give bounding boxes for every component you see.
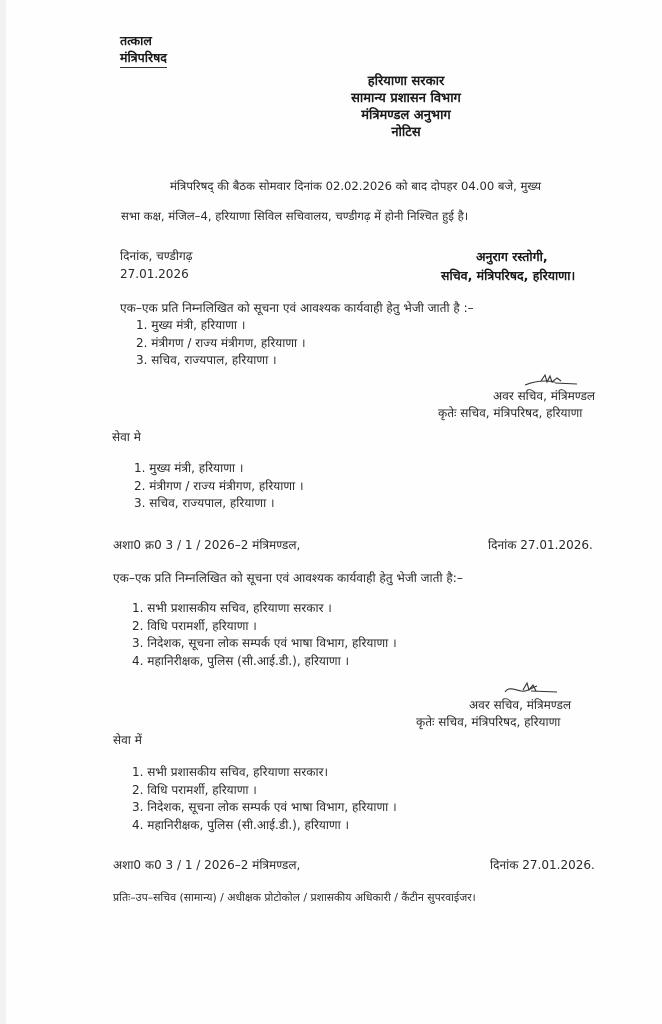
copy1-list: [136, 317, 306, 370]
seva1-list: [134, 460, 304, 513]
title-section: मंत्रिमण्डल अनुभाग: [361, 108, 451, 123]
list-item: 4. महानिरीक्षक, पुलिस (सी.आई.डी.), हरियाणा ।: [132, 653, 350, 668]
dept-short-label: मंत्रिपरिषद: [120, 49, 167, 68]
list-item: 3. निदेशक, सूचना लोक सम्पर्क एवं भाषा विभाग, हरियाणा ।: [132, 636, 397, 650]
signatory-designation: सचिव, मंत्रिपरिषद, हरियाणा।: [441, 268, 576, 283]
seva2-label: सेवा में: [113, 733, 142, 747]
list-item: 3. सचिव, राज्यपाल, हरियाणा ।: [136, 353, 277, 367]
seva2-list: [132, 764, 397, 834]
list-item: 2. मंत्रीगण / राज्य मंत्रीगण, हरियाणा ।: [136, 335, 306, 350]
copy1-sign-line1: अवर सचिव, मंत्रिमण्डल: [493, 389, 596, 403]
seva1-label: सेवा मे: [112, 430, 141, 444]
list-item: 3. सचिव, राज्यपाल, हरियाणा ।: [134, 496, 275, 510]
copy2-intro: एक–एक प्रति निम्नलिखित को सूचना एवं आवश्यक कार्यवाही हेतु भेजी जाती है:–: [113, 571, 463, 585]
list-item: 1. सभी प्रशासकीय सचिव, हरियाणा सरकार ।: [132, 601, 332, 615]
list-item: 2. मंत्रीगण / राज्य मंत्रीगण, हरियाणा ।: [134, 478, 304, 493]
title-block: [306, 73, 506, 141]
title-department: सामान्य प्रशासन विभाग: [351, 91, 461, 106]
list-item: 1. मुख्य मंत्री, हरियाणा ।: [134, 461, 244, 475]
place-label: दिनांक, चण्डीगढ़: [120, 249, 193, 263]
seva1-date: दिनांक 27.01.2026.: [488, 538, 593, 552]
body-line-2: सभा कक्ष, मंजिल–4, हरियाणा सिविल सचिवालय, चण्डीगढ़ में होनी निश्चित हुई है।: [121, 209, 469, 223]
list-item: 2. विधि परामर्शी, हरियाणा ।: [132, 782, 257, 797]
title-government: हरियाणा सरकार: [367, 74, 445, 89]
copy2-list: [132, 600, 397, 670]
copy1-intro: एक–एक प्रति निम्नलिखित को सूचना एवं आवश्यक कार्यवाही हेतु भेजी जाती है :–: [120, 301, 474, 315]
title-notice: नोटिस: [391, 125, 421, 140]
footer-copy-to: प्रतिः–उप–सचिव (सामान्य) / अधीक्षक प्रोटोकोल / प्रशासकीय अधिकारी / कैंटीन सुपरवाईजर।: [113, 891, 476, 904]
body-line-1: मंत्रिपरिषद् की बैठक सोमवार दिनांक 02.02.2026 को बाद दोपहर 04.00 बजे, मुख्य: [170, 179, 541, 193]
issue-date: 27.01.2026: [120, 267, 189, 281]
list-item: 4. महानिरीक्षक, पुलिस (सी.आई.डी.), हरियाणा ।: [132, 817, 350, 832]
list-item: 1. सभी प्रशासकीय सचिव, हरियाणा सरकार।: [132, 765, 329, 779]
copy2-sign-line1: अवर सचिव, मंत्रिमण्डल: [469, 698, 572, 712]
copy2-sign-line2: कृतेः सचिव, मंत्रिपरिषद, हरियाणा: [416, 715, 561, 729]
list-item: 3. निदेशक, सूचना लोक सम्पर्क एवं भाषा विभाग, हरियाणा ।: [132, 800, 397, 814]
priority-label: तत्काल: [120, 33, 152, 48]
seva2-reference: अशा0 क0 3 / 1 / 2026–2 मंत्रिमण्डल,: [113, 858, 301, 872]
copy1-sign-line2: कृतेः सचिव, मंत्रिपरिषद, हरियाणा: [438, 406, 583, 420]
signatory-name: अनुराग रस्तोगी,: [476, 249, 548, 264]
seva1-reference: अशा0 क्र0 3 / 1 / 2026–2 मंत्रिमण्डल,: [113, 538, 301, 552]
list-item: 2. विधि परामर्शी, हरियाणा ।: [132, 618, 257, 633]
signature-icon: [501, 680, 561, 698]
list-item: 1. मुख्य मंत्री, हरियाणा ।: [136, 318, 246, 332]
seva2-date: दिनांक 27.01.2026.: [490, 858, 595, 872]
